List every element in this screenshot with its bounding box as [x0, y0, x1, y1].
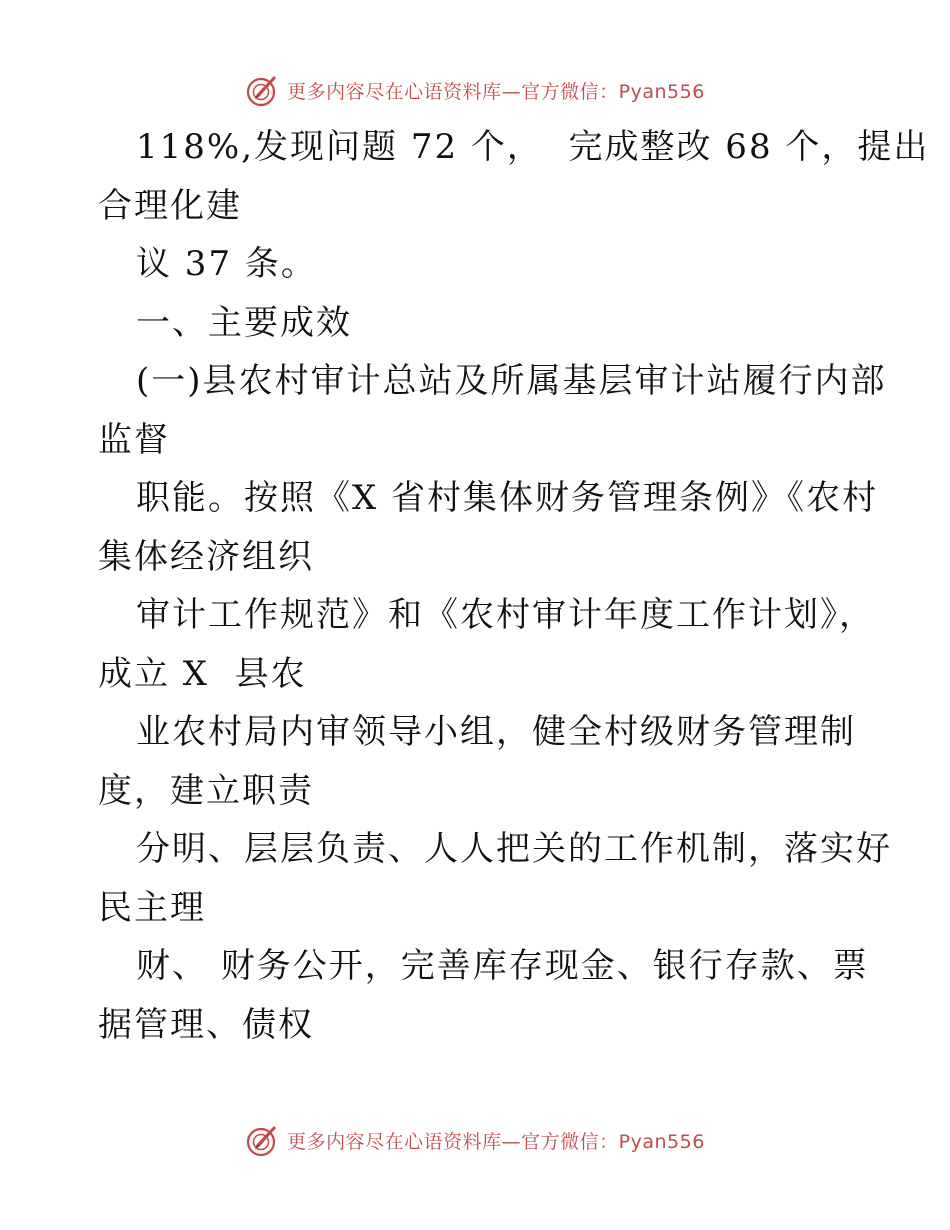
body-line: 议 37 条。: [136, 244, 317, 284]
body-line: 集体经济组织: [98, 536, 314, 577]
document-body: [98, 118, 930, 1054]
body-line: 业农村局内审领导小组，健全村级财务管理制: [136, 712, 856, 752]
body-line: 监督: [98, 419, 170, 460]
section-heading: 一、主要成效: [136, 302, 352, 343]
body-line: 民主理: [98, 887, 206, 928]
body-line: 成立 X 县农: [98, 653, 307, 694]
body-line: 职能。按照《X 省村集体财务管理条例》《农村: [136, 478, 879, 518]
body-line: 据管理、债权: [98, 1004, 314, 1045]
body-line: 财、 财务公开，完善库存现金、银行存款、票: [136, 946, 869, 986]
body-line: 度，建立职责: [98, 770, 314, 811]
body-line: 分明、层层负责、人人把关的工作机制，落实好: [136, 829, 892, 869]
quill-seal-logo-icon: [245, 1122, 281, 1158]
body-line: 合理化建: [98, 185, 242, 226]
footer-banner: [0, 1120, 950, 1160]
body-line: 审计工作规范》和《农村审计年度工作计划》，: [136, 595, 875, 635]
header-banner: [0, 70, 950, 110]
body-line: (一)县农村审计总站及所属基层审计站履行内部: [136, 361, 887, 401]
header-banner-text: 更多内容尽在心语资料库—官方微信：Pyan556: [287, 80, 705, 103]
quill-seal-logo-icon: [245, 72, 281, 108]
body-line: 118%,发现问题 72 个， 完成整改 68 个，提出: [136, 127, 930, 167]
footer-banner-text: 更多内容尽在心语资料库—官方微信：Pyan556: [287, 1130, 705, 1153]
